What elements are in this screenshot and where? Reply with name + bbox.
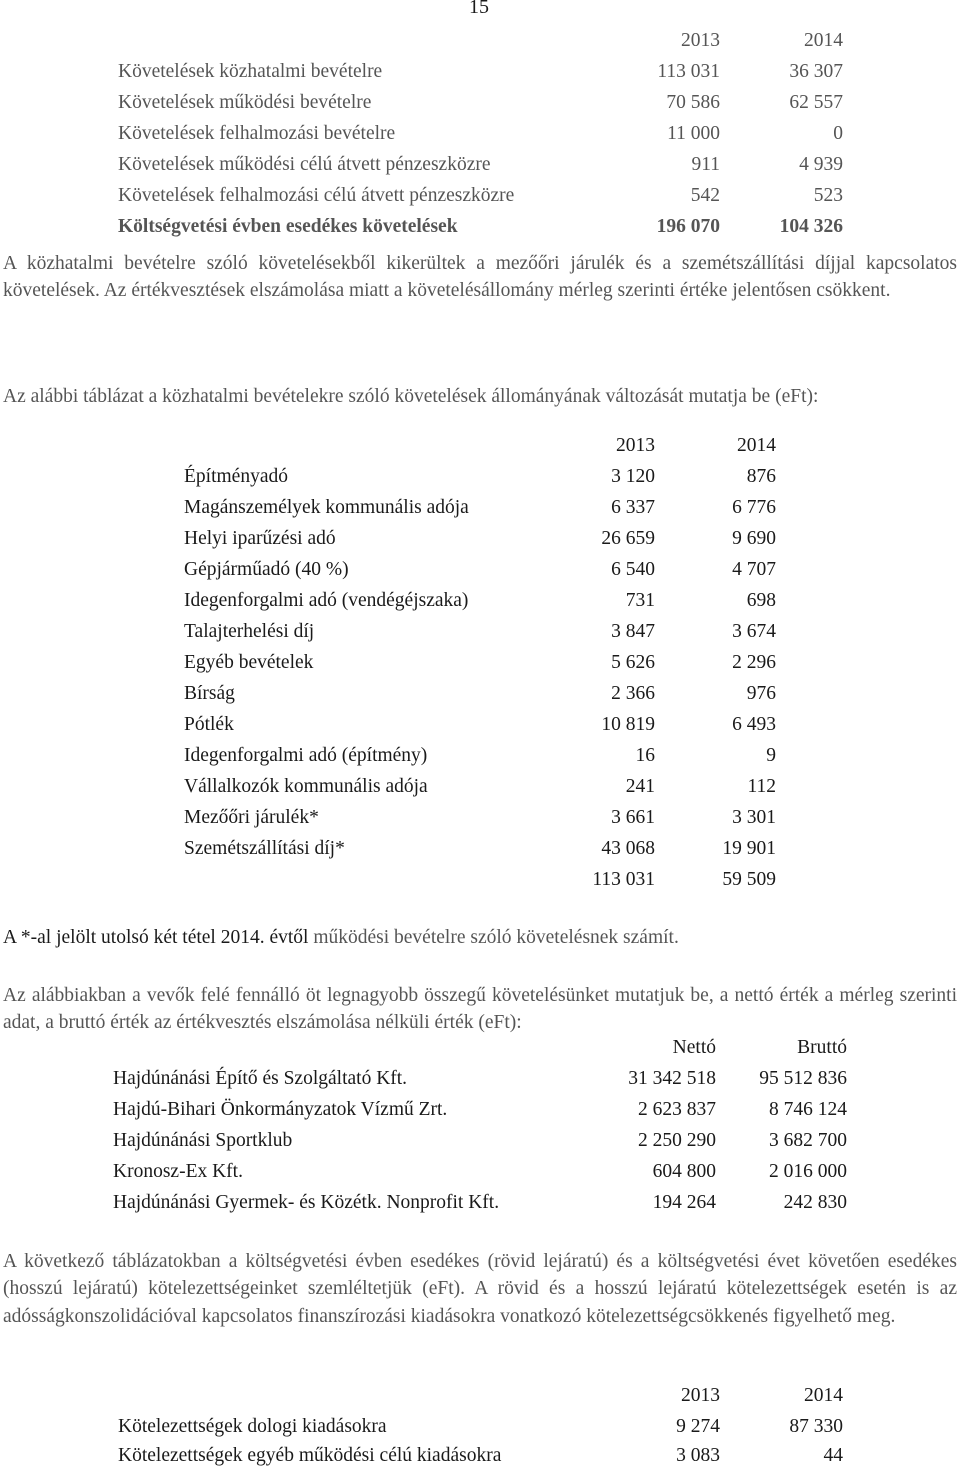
row-value-1: 2 623 837 <box>638 1099 716 1120</box>
row-label: Követelések közhatalmi bevételre <box>118 61 383 82</box>
table-row <box>0 714 960 745</box>
row-label: Kötelezettségek egyéb működési célú kiadásokra <box>118 1445 502 1466</box>
row-value-1: 9 274 <box>676 1416 720 1437</box>
table-row <box>0 683 960 714</box>
row-value-1: 113 031 <box>592 869 655 890</box>
table-row <box>0 1416 960 1445</box>
table-row <box>0 745 960 776</box>
row-value-2: 36 307 <box>789 61 843 82</box>
row-label: Vállalkozók kommunális adója <box>184 776 428 797</box>
row-value-1: 3 120 <box>611 466 655 487</box>
row-label: Szemétszállítási díj* <box>184 838 345 859</box>
row-value-1: 70 586 <box>666 92 720 113</box>
row-value-1: 43 068 <box>601 838 655 859</box>
page-number: 15 <box>469 0 489 18</box>
table-row <box>0 528 960 559</box>
column-header-2013: 2013 <box>681 30 720 51</box>
row-value-2: 8 746 124 <box>769 1099 847 1120</box>
row-value-2: 4 939 <box>799 154 843 175</box>
row-value-1: 10 819 <box>601 714 655 735</box>
tax-receivables-table <box>0 435 960 900</box>
column-header-2013: 2013 <box>616 435 655 456</box>
column-header-net: Nettó <box>672 1037 716 1058</box>
table-row <box>0 1192 960 1223</box>
column-header-gross: Bruttó <box>797 1037 847 1058</box>
table-row <box>0 1099 960 1130</box>
paragraph-4: A következő táblázatokban a költségvetési évben esedékes (rövid lejáratú) és a költségvetési évet követően esedékes (hosszú lejáratú) kötelezettségeinket szemléltetjük (eFt). A rövid és a hosszú lejáratú kötelezettségek esetén is az adósságkonszolidációval kapcsolatos finanszírozási kiadásokra vonatkozó kötelezettségcsökkenés figyelhető meg. <box>3 1251 957 1327</box>
table-header-row <box>0 30 960 61</box>
row-value-1: 3 847 <box>611 621 655 642</box>
row-value-1: 6 540 <box>611 559 655 580</box>
row-value-1: 3 083 <box>676 1445 720 1466</box>
footnote <box>3 927 679 949</box>
row-value-2: 9 <box>766 745 776 766</box>
row-label: Építményadó <box>184 466 288 487</box>
table-row <box>0 776 960 807</box>
table-row <box>0 216 960 247</box>
row-value-2: 3 674 <box>732 621 776 642</box>
row-value-1: 3 661 <box>611 807 655 828</box>
table-row <box>0 559 960 590</box>
row-value-1: 113 031 <box>657 61 720 82</box>
footnote-part-2: működési bevételre szóló követelésnek számít. <box>308 927 679 948</box>
row-label: Követelések felhalmozási célú átvett pénzeszközre <box>118 185 515 206</box>
row-value-2: 876 <box>746 466 776 487</box>
table-row <box>0 92 960 123</box>
table-row <box>0 652 960 683</box>
row-value-2: 62 557 <box>789 92 843 113</box>
row-value-2: 3 682 700 <box>769 1130 847 1151</box>
row-value-2: 44 <box>823 1445 843 1466</box>
row-value-2: 19 901 <box>722 838 776 859</box>
row-label: Hajdúnánási Építő és Szolgáltató Kft. <box>113 1068 408 1089</box>
row-value-2: 976 <box>746 683 776 704</box>
footnote-part-1: A *-al jelölt utolsó két tétel 2014. évtől <box>3 927 309 948</box>
row-value-2: 59 509 <box>722 869 776 890</box>
row-value-2: 2 296 <box>732 652 776 673</box>
paragraph-2: Az alábbi táblázat a közhatalmi bevételekre szóló követelések állományának változását mutatja be (eFt): <box>3 386 819 407</box>
row-value-2: 104 326 <box>779 216 843 237</box>
row-value-2: 523 <box>813 185 843 206</box>
table-row <box>0 1445 960 1474</box>
row-value-1: 31 342 518 <box>628 1068 716 1089</box>
row-value-2: 6 776 <box>732 497 776 518</box>
row-value-2: 3 301 <box>732 807 776 828</box>
row-label: Követelések működési bevételre <box>118 92 372 113</box>
row-label: Bírság <box>184 683 235 704</box>
row-value-2: 87 330 <box>789 1416 843 1437</box>
table-row <box>0 185 960 216</box>
row-value-1: 542 <box>690 185 720 206</box>
row-value-1: 604 800 <box>652 1161 716 1182</box>
customers-table <box>0 1037 960 1223</box>
row-label: Egyéb bevételek <box>184 652 314 673</box>
row-value-2: 112 <box>747 776 776 797</box>
row-label: Talajterhelési díj <box>184 621 315 642</box>
row-label: Idegenforgalmi adó (építmény) <box>184 745 428 766</box>
table-header-row <box>0 1385 960 1416</box>
row-label: Helyi iparűzési adó <box>184 528 336 549</box>
row-label: Gépjárműadó (40 %) <box>184 559 349 580</box>
row-value-1: 911 <box>691 154 720 175</box>
table-header-row <box>0 435 960 466</box>
row-value-2: 2 016 000 <box>769 1161 847 1182</box>
row-value-2: 242 830 <box>783 1192 847 1213</box>
table-row <box>0 590 960 621</box>
row-value-1: 11 000 <box>667 123 720 144</box>
table-row <box>0 123 960 154</box>
row-label: Hajdúnánási Sportklub <box>113 1130 293 1151</box>
column-header-2014: 2014 <box>804 1385 843 1406</box>
row-label: Kronosz-Ex Kft. <box>113 1161 243 1182</box>
row-value-1: 6 337 <box>611 497 655 518</box>
table-row <box>0 1130 960 1161</box>
row-value-1: 241 <box>625 776 655 797</box>
row-value-2: 95 512 836 <box>759 1068 847 1089</box>
row-label: Hajdúnánási Gyermek- és Közétk. Nonprofit Kft. <box>113 1192 500 1213</box>
row-label: Hajdú-Bihari Önkormányzatok Vízmű Zrt. <box>113 1099 448 1120</box>
row-label: Követelések működési célú átvett pénzeszközre <box>118 154 491 175</box>
table-row <box>0 838 960 869</box>
row-value-2: 698 <box>746 590 776 611</box>
row-label: Költségvetési évben esedékes követelések <box>118 216 458 237</box>
row-value-1: 731 <box>625 590 655 611</box>
column-header-2014: 2014 <box>804 30 843 51</box>
row-label: Kötelezettségek dologi kiadásokra <box>118 1416 387 1437</box>
row-value-1: 5 626 <box>611 652 655 673</box>
column-header-2014: 2014 <box>737 435 776 456</box>
row-value-1: 2 250 290 <box>638 1130 716 1151</box>
row-value-1: 196 070 <box>656 216 720 237</box>
row-label: Pótlék <box>184 714 234 735</box>
row-label: Követelések felhalmozási bevételre <box>118 123 396 144</box>
row-label: Idegenforgalmi adó (vendégéjszaka) <box>184 590 469 611</box>
paragraph-1: A közhatalmi bevételre szóló követelésekből kikerültek a mezőőri járulék és a szemétszállítási díjjal kapcsolatos követelések. Az értékvesztések elszámolása miatt a követelésállomány mérleg szerinti értéke jelentősen csökkent. <box>3 253 957 302</box>
table-row <box>0 807 960 838</box>
receivables-table <box>0 30 960 247</box>
row-label: Magánszemélyek kommunális adója <box>184 497 469 518</box>
table-row <box>0 466 960 497</box>
table-row <box>0 621 960 652</box>
table-row <box>0 154 960 185</box>
table-header-row <box>0 1037 960 1068</box>
row-value-1: 2 366 <box>611 683 655 704</box>
row-value-1: 16 <box>635 745 655 766</box>
table-row <box>0 61 960 92</box>
liabilities-table <box>0 1385 960 1474</box>
row-value-2: 0 <box>833 123 843 144</box>
row-label: Mezőőri járulék* <box>184 807 319 828</box>
row-value-2: 6 493 <box>732 714 776 735</box>
row-value-1: 26 659 <box>601 528 655 549</box>
row-value-2: 4 707 <box>732 559 776 580</box>
row-value-1: 194 264 <box>652 1192 716 1213</box>
row-value-2: 9 690 <box>732 528 776 549</box>
column-header-2013: 2013 <box>681 1385 720 1406</box>
table-row <box>0 497 960 528</box>
table-row <box>0 869 960 900</box>
table-row <box>0 1161 960 1192</box>
table-row <box>0 1068 960 1099</box>
paragraph-3: Az alábbiakban a vevők felé fennálló öt legnagyobb összegű követelésünket mutatjuk be, a nettó érték a mérleg szerinti adat, a bruttó érték az értékvesztés elszámolása nélküli érték (eFt): <box>3 985 957 1034</box>
